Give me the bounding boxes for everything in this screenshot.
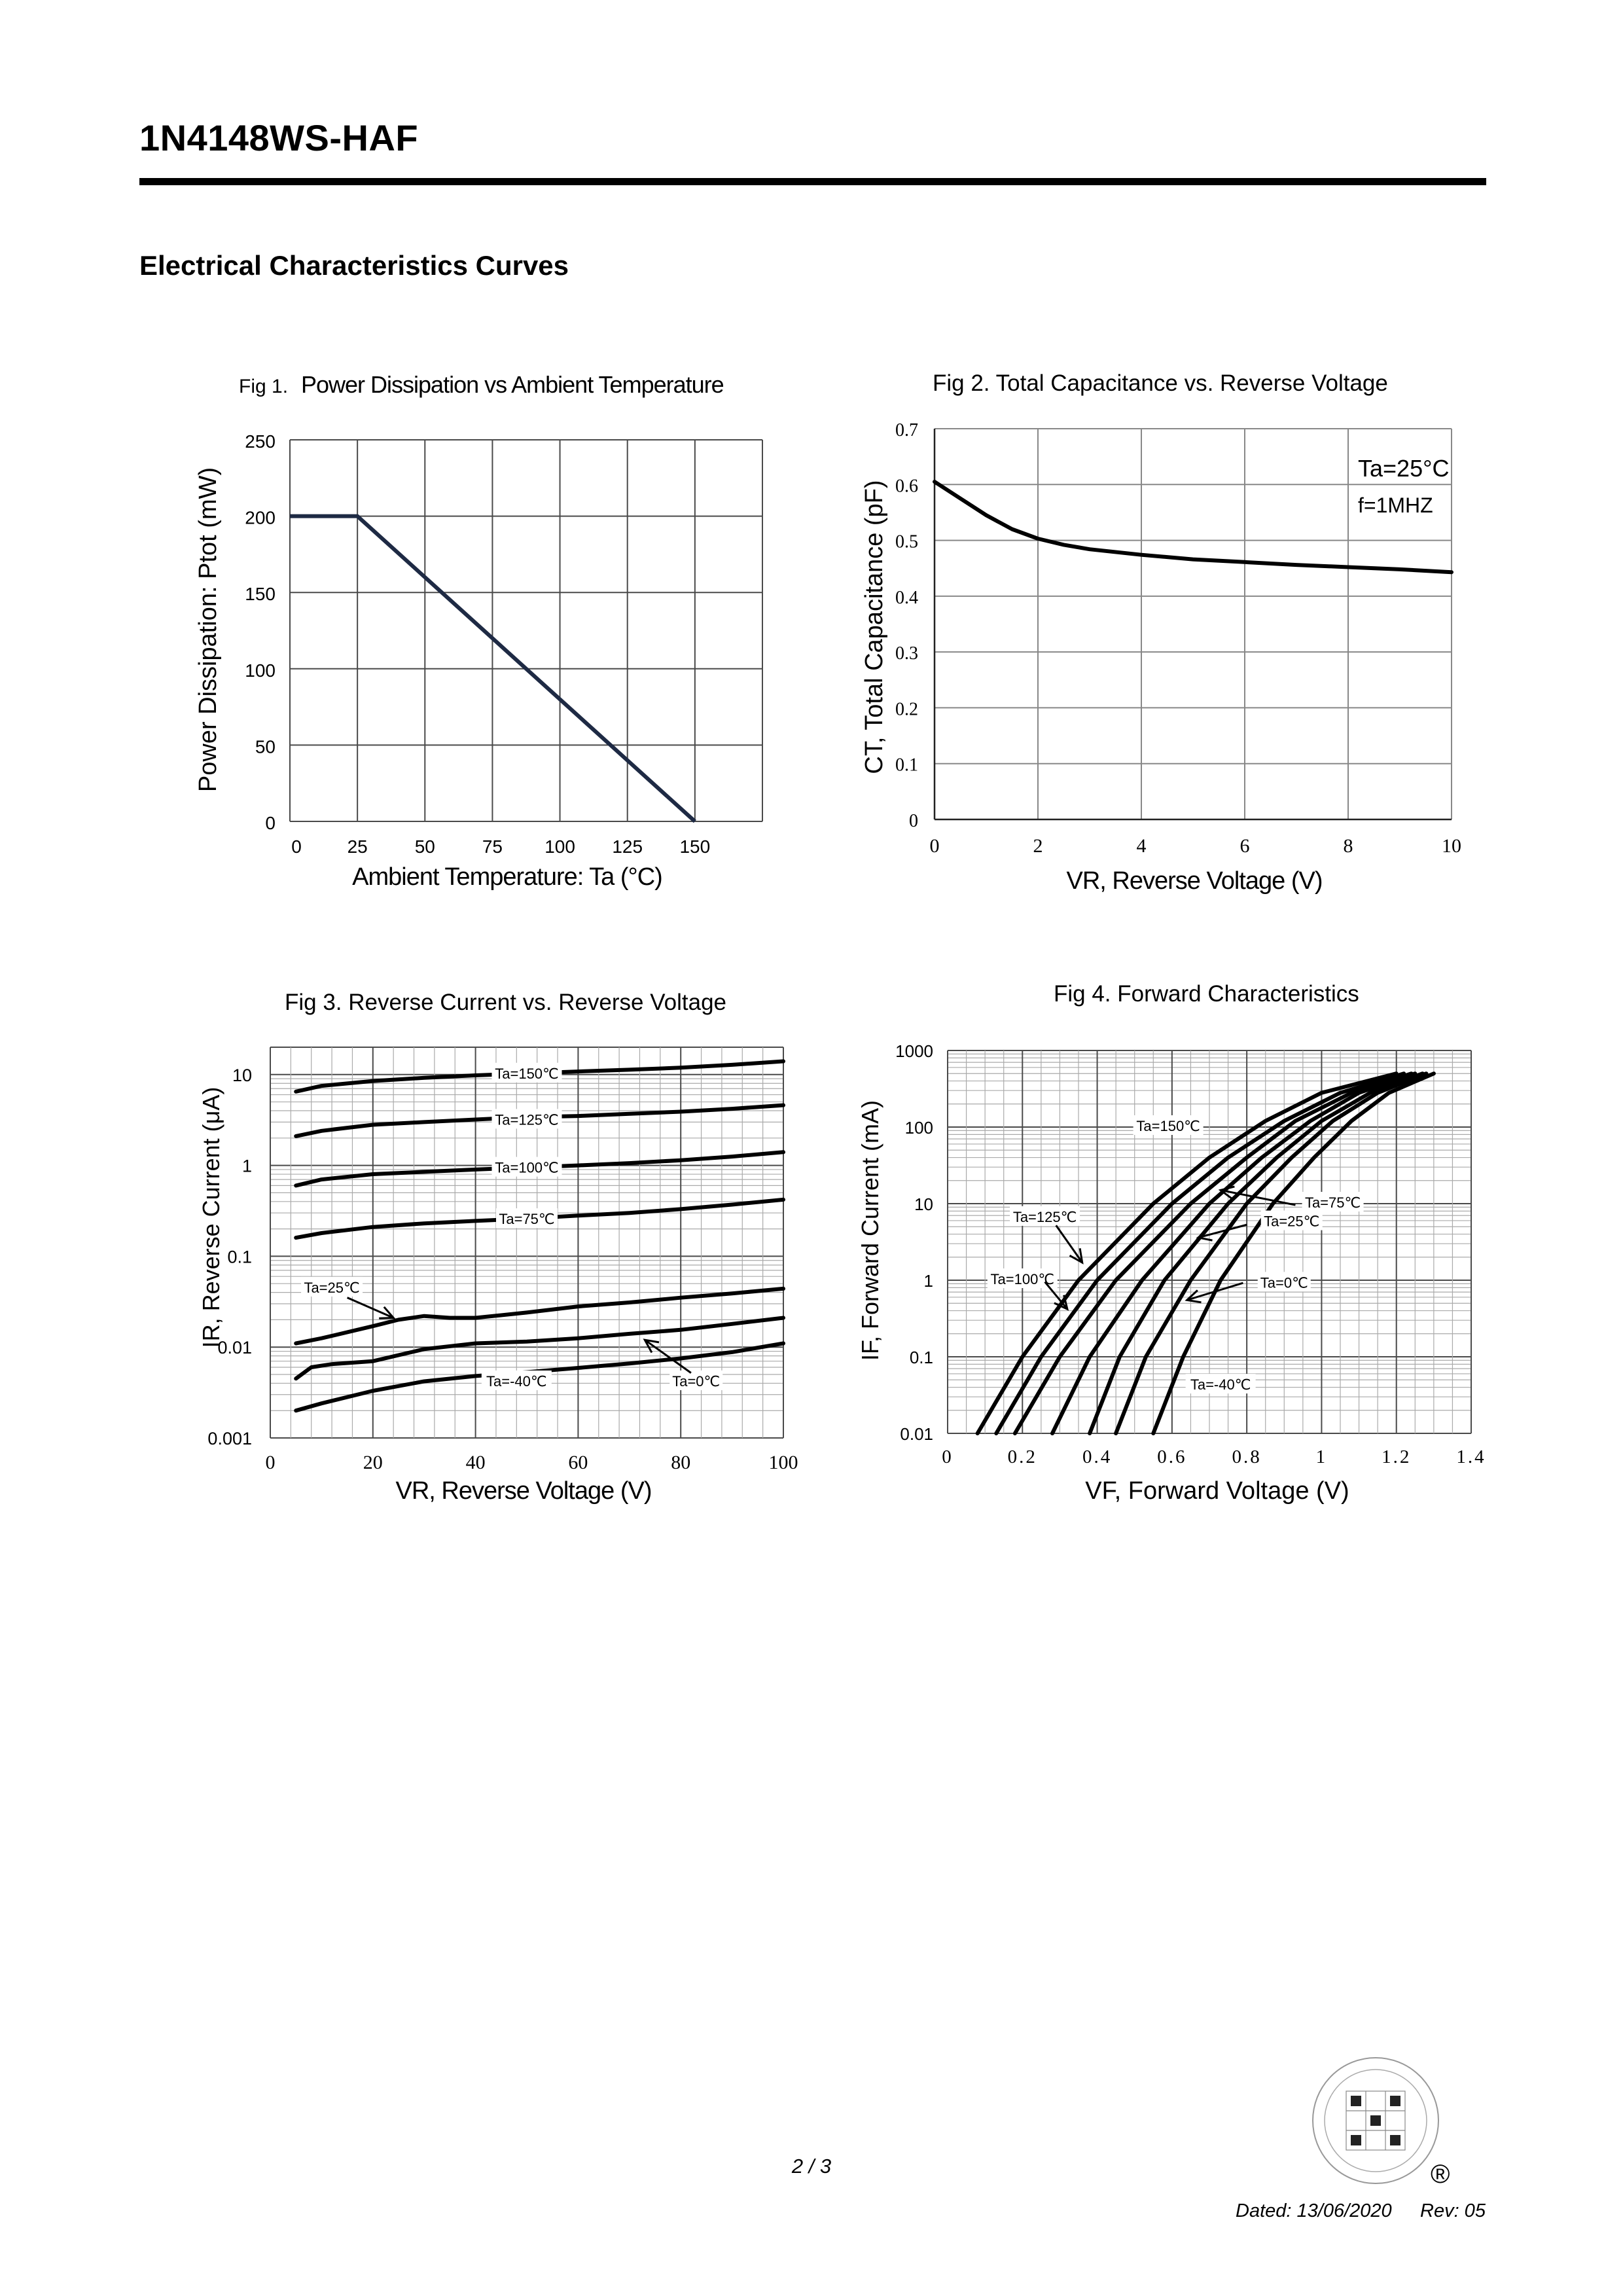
- fig2-y-tick: 0: [909, 811, 918, 831]
- fig3-y-tick: 1: [241, 1156, 252, 1176]
- fig1-y-tick: 0: [265, 813, 276, 833]
- fig3-x-tick: 40: [465, 1452, 486, 1473]
- fig4-x-tick: 0.6: [1157, 1446, 1187, 1467]
- fig3-x-tick: 60: [568, 1452, 588, 1473]
- fig3-y-tick: 0.1: [227, 1247, 252, 1267]
- fig4-series-label: Ta=25℃: [1264, 1213, 1320, 1230]
- fig3-series-label: Ta=125℃: [495, 1111, 559, 1128]
- fig2-title: Fig 2. Total Capacitance vs. Reverse Voltage: [933, 370, 1388, 396]
- fig2-y-tick: 0.6: [895, 476, 918, 497]
- fig2-x-tick: 2: [1033, 835, 1043, 857]
- fig3-y-tick: 10: [232, 1065, 252, 1085]
- page-number: 2 / 3: [791, 2155, 832, 2178]
- fig4-x-tick: 0: [942, 1446, 954, 1467]
- fig3-x-tick: 20: [363, 1452, 383, 1473]
- registered-mark: ®: [1431, 2160, 1450, 2189]
- fig4-y-tick: 100: [904, 1118, 933, 1138]
- fig4-arrow-head: [1070, 1248, 1082, 1263]
- fig3-y-tick: 0.001: [207, 1429, 252, 1448]
- fig3-x-tick: 100: [768, 1452, 798, 1473]
- fig4-series-label: Ta=150℃: [1136, 1118, 1200, 1134]
- fig4-y-tick: 10: [914, 1194, 933, 1214]
- fig1-x-tick: 50: [414, 836, 435, 857]
- fig4-y-tick: 1000: [895, 1041, 933, 1061]
- fig4-x-tick: 0.2: [1007, 1446, 1037, 1467]
- fig3-arrow-line: [348, 1298, 394, 1318]
- fig2-y-tick: 0.5: [895, 531, 918, 552]
- fig2-annotation-freq: f=1MHZ: [1358, 493, 1433, 517]
- fig1-title-prefix: Fig 1.: [239, 376, 289, 397]
- fig1-x-tick: 25: [347, 836, 368, 857]
- fig3-x-tick: 0: [265, 1452, 276, 1473]
- fig4-x-tick: 0.8: [1232, 1446, 1262, 1467]
- document-title: 1N4148WS-HAF: [139, 117, 419, 158]
- fig3-series-label: Ta=-40℃: [486, 1372, 547, 1390]
- fig2-y-tick: 0.7: [895, 420, 918, 440]
- fig4-x-tick: 1.4: [1456, 1446, 1486, 1467]
- fig2-x-tick: 0: [929, 835, 940, 857]
- fig3-x-tick: 80: [671, 1452, 691, 1473]
- fig3-series-label: Ta=75℃: [499, 1211, 555, 1228]
- fig1-title: Power Dissipation vs Ambient Temperature: [301, 371, 724, 398]
- fig4-x-tick: 1.2: [1382, 1446, 1412, 1467]
- fig2-y-tick: 0.1: [895, 755, 918, 776]
- fig2-annotation-temp: Ta=25°C: [1358, 455, 1450, 482]
- fig4-x-tick: 1: [1315, 1446, 1328, 1467]
- fig2-x-tick: 4: [1136, 835, 1147, 857]
- title-rule: [139, 178, 1486, 185]
- fig1-y-tick: 200: [245, 507, 276, 528]
- fig3-title: Fig 3. Reverse Current vs. Reverse Voltage: [285, 990, 727, 1015]
- fig4-x-tick: 0.4: [1082, 1446, 1113, 1467]
- fig1-y-tick: 250: [245, 431, 276, 452]
- fig3-series-label: Ta=0℃: [672, 1372, 721, 1390]
- fig1-power-dissipation-chart: [183, 360, 785, 903]
- fig3-reverse-current-chart: [190, 975, 818, 1538]
- fig4-x-label: VF, Forward Voltage (V): [1085, 1477, 1349, 1505]
- fig1-x-tick: 125: [612, 836, 643, 857]
- fig2-y-tick: 0.4: [895, 587, 918, 608]
- fig4-y-tick: 0.01: [900, 1424, 933, 1444]
- fig2-capacitance-chart: [851, 360, 1479, 916]
- fig2-x-tick: 8: [1343, 835, 1353, 857]
- fig4-series-label: Ta=0℃: [1260, 1274, 1308, 1291]
- fig2-y-label: CT, Total Capacitance (pF): [861, 480, 888, 774]
- fig4-series-label: Ta=125℃: [1012, 1208, 1077, 1225]
- fig3-arrow-head: [645, 1340, 659, 1352]
- fig1-x-tick: 0: [291, 836, 302, 857]
- fig2-y-tick: 0.3: [895, 643, 918, 664]
- section-title: Electrical Characteristics Curves: [139, 250, 569, 281]
- fig4-y-tick: 1: [923, 1271, 933, 1291]
- fig1-x-label: Ambient Temperature: Ta (°C): [352, 863, 662, 891]
- fig1-y-tick: 100: [245, 660, 276, 681]
- fig3-y-label: IR, Reverse Current (μA): [198, 1086, 224, 1348]
- fig1-x-tick: 150: [679, 836, 711, 857]
- fig3-x-label: VR, Reverse Voltage (V): [395, 1477, 652, 1505]
- fig4-y-tick: 0.1: [909, 1348, 933, 1367]
- fig2-x-tick: 10: [1442, 835, 1461, 857]
- fig1-y-tick: 50: [255, 736, 276, 757]
- fig4-series-label: Ta=-40℃: [1190, 1376, 1251, 1393]
- fig4-y-label: IF, Forward Current (mA): [857, 1100, 883, 1361]
- fig2-y-tick: 0.2: [895, 699, 918, 720]
- date-text: Dated: 13/06/2020: [1236, 2200, 1392, 2221]
- fig4-title: Fig 4. Forward Characteristics: [1054, 981, 1359, 1007]
- fig3-series-line: [296, 1289, 783, 1344]
- fig1-y-label: Power Dissipation: Ptot (mW): [194, 467, 222, 793]
- fig4-series-label: Ta=100℃: [990, 1271, 1055, 1287]
- fig2-x-label: VR, Reverse Voltage (V): [1066, 867, 1323, 895]
- fig3-series-label: Ta=25℃: [304, 1279, 360, 1296]
- fig1-x-tick: 100: [544, 836, 575, 857]
- fig3-y-tick: 0.01: [217, 1338, 252, 1358]
- revision-text: Rev: 05: [1420, 2200, 1486, 2221]
- fig4-forward-characteristics-chart: [851, 969, 1492, 1538]
- fig3-series-label: Ta=100℃: [495, 1159, 559, 1176]
- fig3-series-label: Ta=150℃: [495, 1065, 559, 1082]
- fig1-x-tick: 75: [482, 836, 503, 857]
- fig4-series-label: Ta=75℃: [1304, 1194, 1361, 1211]
- fig2-x-tick: 6: [1240, 835, 1250, 857]
- company-seal-logo-icon: [1310, 2055, 1441, 2186]
- fig1-y-tick: 150: [245, 584, 276, 605]
